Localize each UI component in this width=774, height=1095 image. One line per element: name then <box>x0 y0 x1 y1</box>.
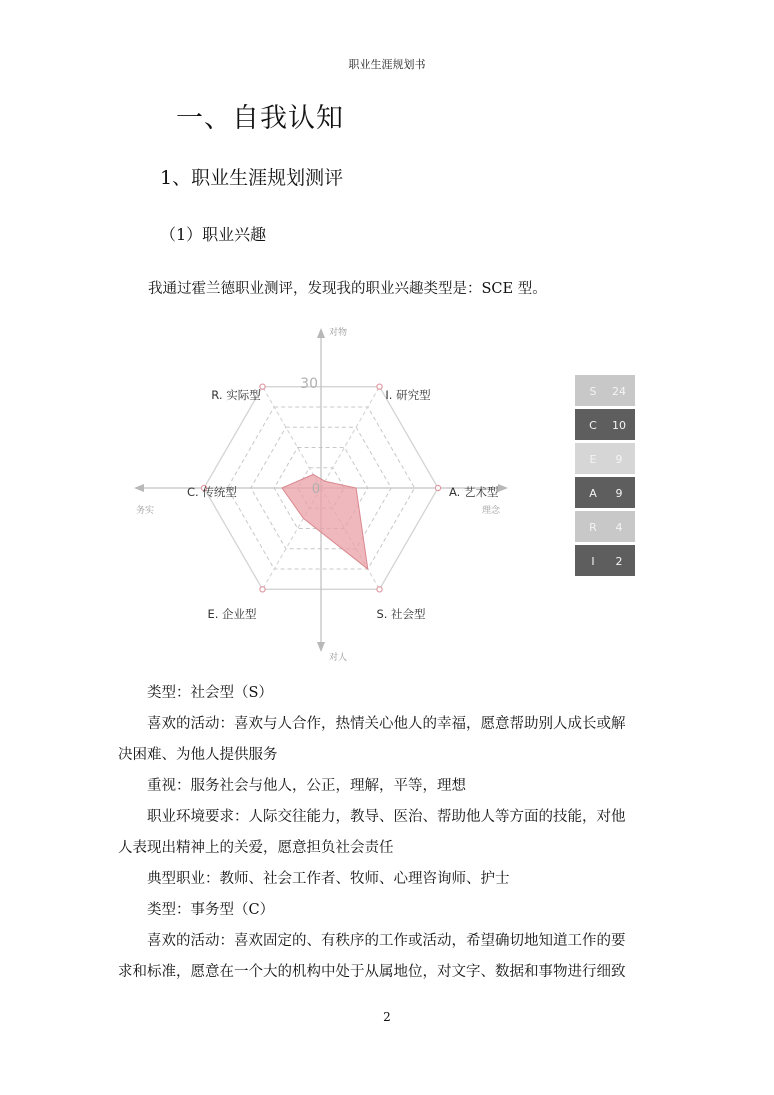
direction-label-right: 理念 <box>482 506 501 516</box>
body-line: 喜欢的活动：喜欢与人合作，热情关心他人的幸福，愿意帮助别人成长或解 <box>147 716 626 732</box>
body-line: 求和标准，愿意在一个大的机构中处于从属地位，对文字、数据和事物进行细致 <box>118 964 626 980</box>
score-row-key: R <box>589 521 597 534</box>
score-row-key: I <box>591 555 595 568</box>
page-header: 职业生涯规划书 <box>348 58 426 71</box>
axis-vertex-marker <box>435 485 440 490</box>
axis-label-r: R. 实际型 <box>211 388 261 402</box>
body-line: 决困难、为他人提供服务 <box>118 747 278 763</box>
body-text <box>118 678 666 988</box>
direction-label-bottom: 对人 <box>329 653 348 663</box>
arrow-right-icon <box>498 484 508 492</box>
arrow-up-icon <box>317 328 325 338</box>
score-row-bg <box>575 511 635 542</box>
score-row-key: S <box>589 385 597 398</box>
score-row-bg <box>575 443 635 474</box>
intro-paragraph: 我通过霍兰德职业测评，发现我的职业兴趣类型是：SCE 型。 <box>148 281 547 297</box>
score-row-value: 9 <box>615 487 623 500</box>
body-line: 重视：服务社会与他人，公正，理解，平等，理想 <box>147 778 466 794</box>
axis-vertex-marker <box>377 587 382 592</box>
arrow-left-icon <box>134 484 144 492</box>
body-line: 人表现出精神上的关爱，愿意担负社会责任 <box>118 840 394 856</box>
direction-label-left: 务实 <box>136 506 155 516</box>
heading-level-2: 1、职业生涯规划测评 <box>160 167 344 189</box>
score-row-value: 24 <box>612 385 626 398</box>
heading-level-1: 一、自我认知 <box>176 103 344 134</box>
body-line: 类型：事务型（C） <box>147 902 275 918</box>
radial-tick-min: 0 <box>311 482 320 497</box>
score-row-key: E <box>589 453 597 466</box>
direction-label-top: 对物 <box>329 328 348 338</box>
radar-spoke <box>321 387 380 488</box>
axis-vertex-marker <box>260 587 265 592</box>
axis-label-c: C. 传统型 <box>187 485 237 499</box>
score-row-key: A <box>589 487 597 500</box>
radar-series-area <box>282 474 368 569</box>
score-row-value: 10 <box>612 419 626 432</box>
score-row-value: 9 <box>615 453 623 466</box>
score-table <box>575 375 635 576</box>
body-line: 职业环境要求：人际交往能力，教导、医治、帮助他人等方面的技能，对他 <box>147 809 626 825</box>
body-line: 类型：社会型（S） <box>147 685 273 701</box>
arrow-down-icon <box>317 642 325 652</box>
score-row-bg <box>575 409 635 440</box>
score-row-bg <box>575 545 635 576</box>
axis-label-i: I. 研究型 <box>385 388 431 402</box>
body-line: 典型职业：教师、社会工作者、牧师、心理咨询师、护士 <box>147 871 510 887</box>
axis-label-e: E. 企业型 <box>207 607 257 621</box>
body-line: 喜欢的活动：喜欢固定的、有秩序的工作或活动，希望确切地知道工作的要 <box>147 933 626 949</box>
axis-vertex-marker <box>377 384 382 389</box>
score-row-value: 4 <box>615 521 623 534</box>
score-row-value: 2 <box>615 555 623 568</box>
score-row-bg <box>575 477 635 508</box>
heading-level-3: （1）职业兴趣 <box>160 225 267 244</box>
score-row-key: C <box>589 419 597 432</box>
axis-label-a: A. 艺术型 <box>449 485 499 499</box>
radar-spoke <box>263 387 322 488</box>
holland-radar-chart <box>120 318 640 668</box>
radial-tick-max: 30 <box>300 376 318 392</box>
score-row-bg <box>575 375 635 406</box>
axis-label-s: S. 社会型 <box>376 607 426 621</box>
radar-labels <box>136 326 501 663</box>
page-number: 2 <box>383 1010 391 1024</box>
